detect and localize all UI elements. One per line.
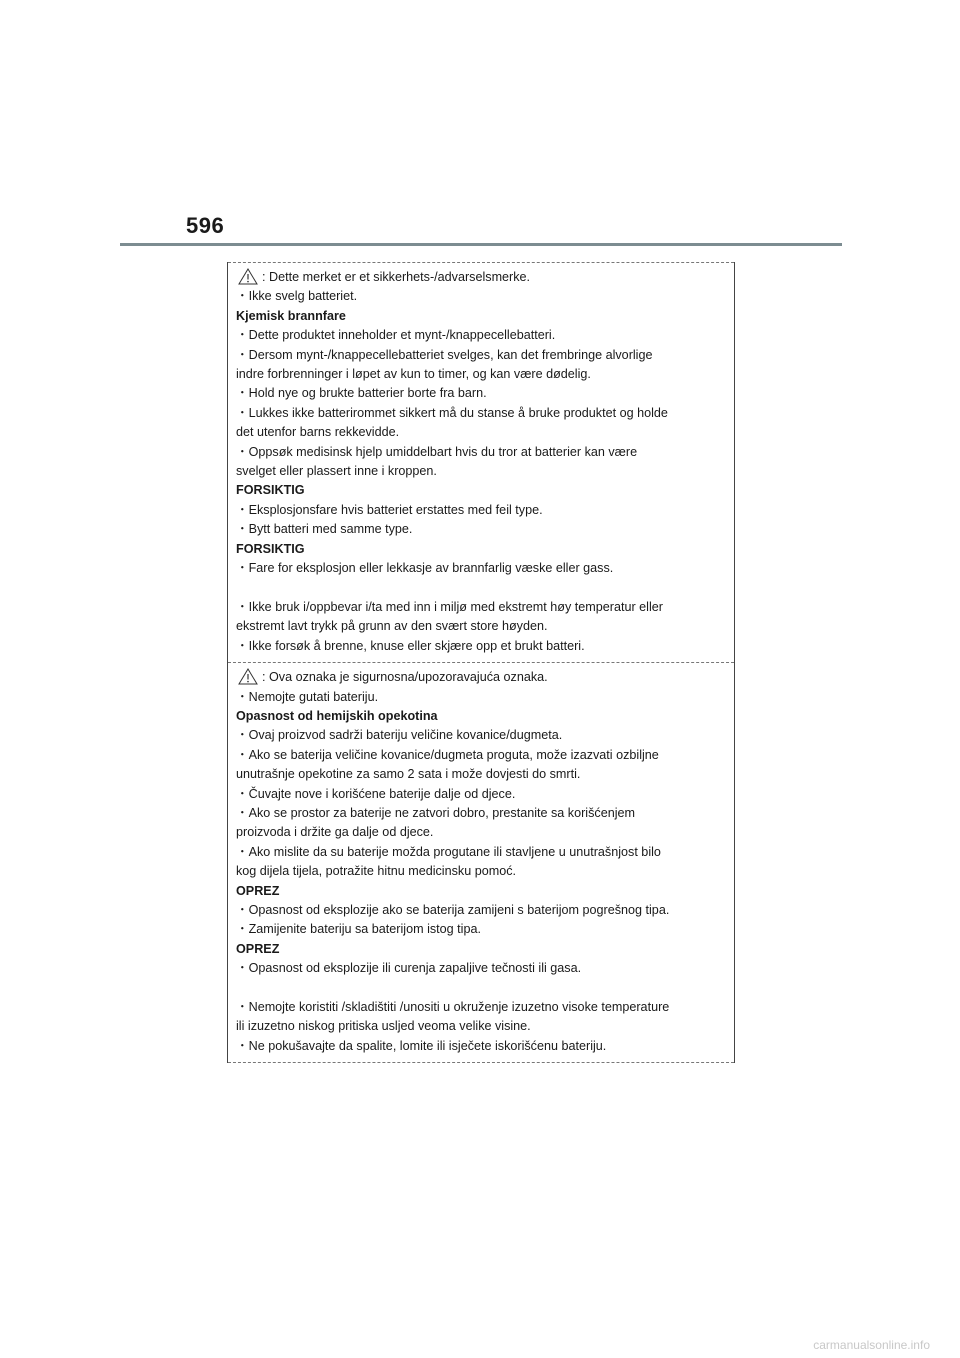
text-line: ・Ovaj proizvod sadrži bateriju veličine kovanice/dugmeta.: [236, 728, 563, 743]
text-line: ・Ikke svelg batteriet.: [236, 289, 358, 304]
text-line: proizvoda i držite ga dalje od djece.: [236, 825, 434, 840]
battery-warning-box: [227, 262, 735, 1063]
section-header: [236, 268, 726, 287]
text-line: ・Oppsøk medisinsk hjelp umiddelbart hvis du tror at batterier kan være: [236, 444, 638, 459]
section-heading: FORSIKTIG: [236, 541, 305, 556]
text-line: ・Fare for eksplosjon eller lekkasje av brannfarlig væske eller gass.: [236, 561, 614, 576]
section-heading: Opasnost od hemijskih opekotina: [236, 708, 438, 723]
text-line: ・Ne pokušavajte da spalite, lomite ili isječete iskorišćenu bateriju.: [236, 1038, 607, 1053]
text-line: ・Čuvajte nove i korišćene baterije dalje od djece.: [236, 786, 516, 801]
warning-triangle-icon: [238, 268, 258, 285]
section-header-text: : Ova oznaka je sigurnosna/upozoravajuća oznaka.: [262, 670, 548, 685]
text-line: unutrašnje opekotine za samo 2 sata i može dovjesti do smrti.: [236, 767, 581, 782]
text-line: ・Eksplosjonsfare hvis batteriet erstattes med feil type.: [236, 502, 543, 517]
header-rule: [120, 243, 842, 246]
text-line: kog dijela tijela, potražite hitnu medicinsku pomoć.: [236, 864, 517, 879]
text-line: ・Ako se prostor za baterije ne zatvori dobro, prestanite sa korišćenjem: [236, 805, 635, 820]
page-number: 596: [186, 213, 225, 238]
text-line: ・Zamijenite bateriju sa baterijom istog tipa.: [236, 922, 481, 937]
text-line: ・Dette produktet inneholder et mynt-/knappecellebatteri.: [236, 328, 556, 343]
watermark: carmanualsonline.info: [813, 1338, 930, 1352]
section-heading: OPREZ: [236, 941, 280, 956]
text-line: ・Ako se baterija veličine kovanice/dugmeta proguta, može izazvati ozbiljne: [236, 747, 659, 762]
text-line: ・Opasnost od eksplozije ili curenja zapaljive tečnosti ili gasa.: [236, 961, 582, 976]
warning-triangle-icon: [238, 668, 258, 685]
text-line: ・Ikke forsøk å brenne, knuse eller skjære opp et brukt batteri.: [236, 638, 585, 653]
warning-section-bosnian: [228, 663, 734, 1062]
text-line: ili izuzetno niskog pritiska usljed veoma velike visine.: [236, 1019, 531, 1034]
text-line: ・Opasnost od eksplozije ako se baterija zamijeni s baterijom pogrešnog tipa.: [236, 902, 670, 917]
warning-section-norwegian: [228, 263, 734, 662]
text-line: ・Dersom mynt-/knappecellebatteriet svelges, kan det frembringe alvorlige: [236, 347, 653, 362]
text-line: ・Hold nye og brukte batterier borte fra barn.: [236, 386, 487, 401]
text-line: ・Ikke bruk i/oppbevar i/ta med inn i miljø med ekstremt høy temperatur eller: [236, 599, 663, 614]
bottom-divider: [228, 1062, 734, 1063]
text-line: ・Bytt batteri med samme type.: [236, 522, 413, 537]
text-line: ekstremt lavt trykk på grunn av den svært store høyden.: [236, 619, 548, 634]
text-line: det utenfor barns rekkevidde.: [236, 425, 400, 440]
text-line: ・Nemojte koristiti /skladištiti /unositi u okruženje izuzetno visoke temperature: [236, 1000, 670, 1014]
text-line: indre forbrenninger i løpet av kun to timer, og kan være dødelig.: [236, 367, 591, 382]
text-line: ・Ako mislite da su baterije možda progutane ili stavljene u unutrašnjost bilo: [236, 844, 661, 859]
section-heading: FORSIKTIG: [236, 483, 305, 498]
section-header-text: : Dette merket er et sikkerhets-/advarselsmerke.: [262, 270, 531, 284]
section-header: [236, 668, 726, 687]
text-line: ・Nemojte gutati bateriju.: [236, 689, 379, 704]
text-line: ・Lukkes ikke batterirommet sikkert må du stanse å bruke produktet og holde: [236, 405, 668, 420]
text-line: svelget eller plassert inne i kroppen.: [236, 464, 437, 479]
section-heading: Kjemisk brannfare: [236, 308, 346, 323]
section-heading: OPREZ: [236, 883, 280, 898]
warning-sections: [228, 263, 734, 1063]
